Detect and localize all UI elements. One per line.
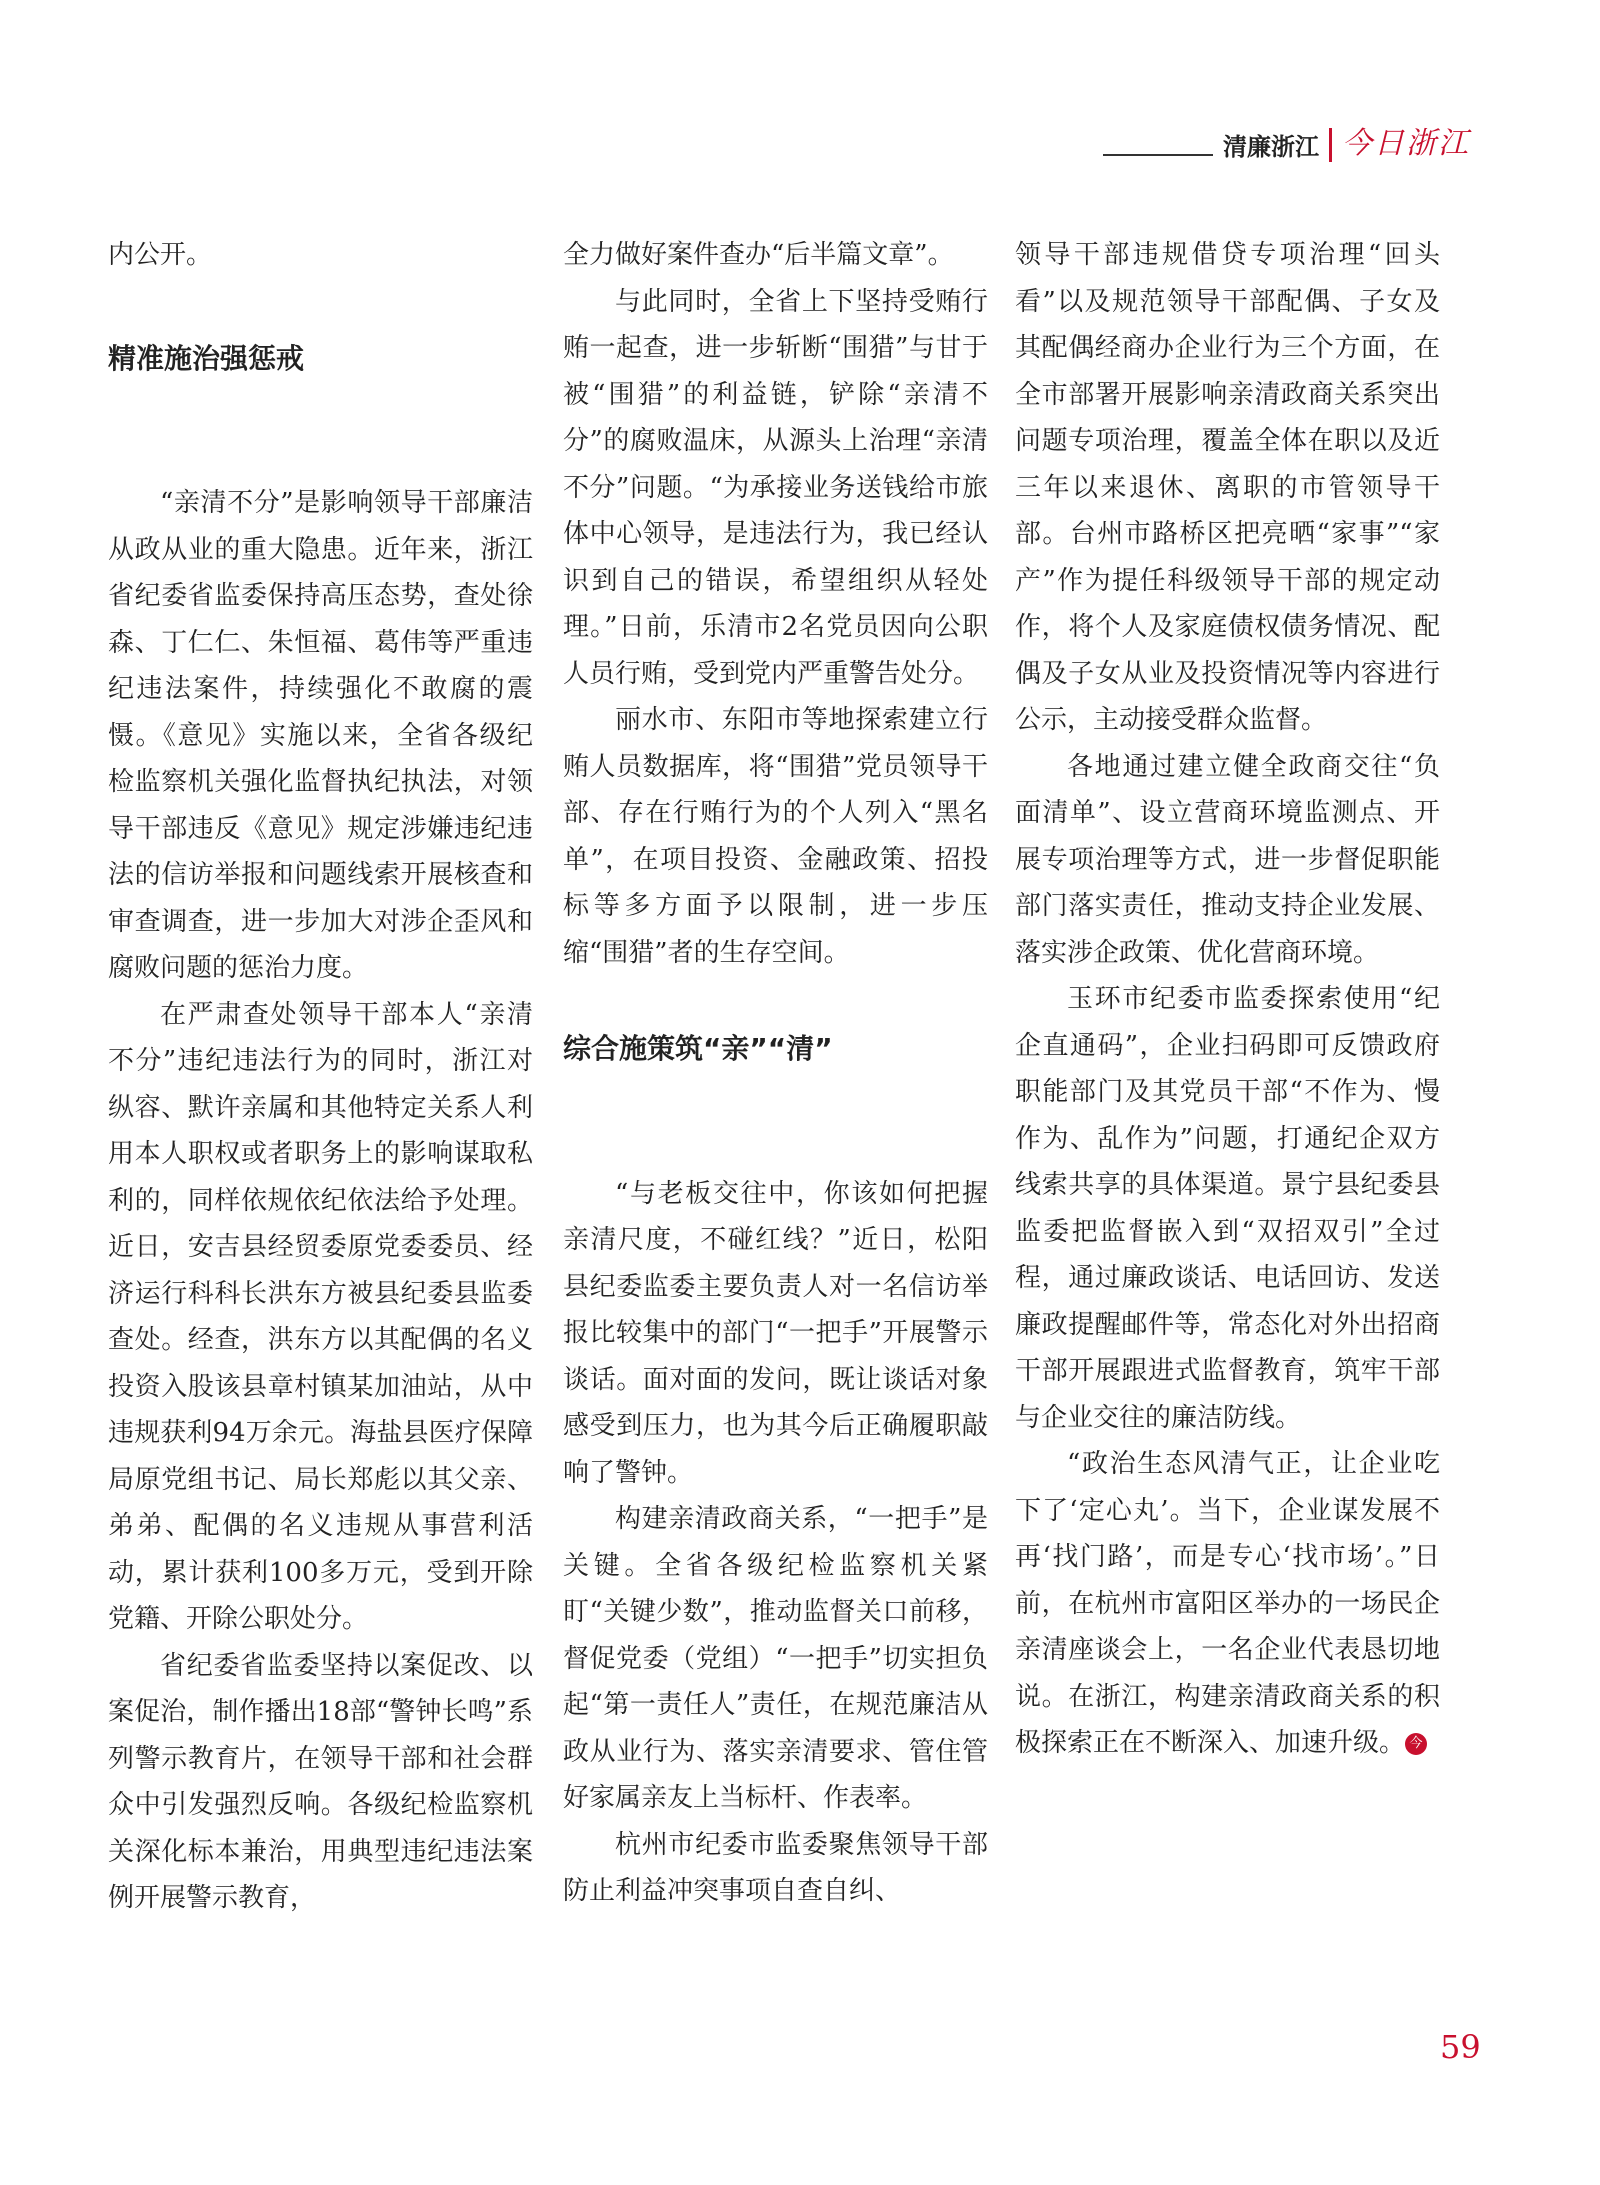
paragraph: 内公开。 bbox=[108, 240, 213, 270]
column-3 bbox=[1015, 232, 1440, 1767]
section-heading: 综合施策筑“亲”“清” bbox=[563, 1032, 833, 1065]
paragraph: 玉环市纪委市监委探索使用“纪企直通码”，企业扫码即可反馈政府职能部门及其党员干部“不作为、慢作为、乱作为”问题，打通纪企双方线索共享的具体渠道。景宁县纪委县监委把监督嵌入到“双招双引”全过程，通过廉政谈话、电话回访、发送廉政提醒邮件等，常态化对外出招商干部开展跟进式监督教育，筑牢干部与企业交往的廉洁防线。 bbox=[1015, 984, 1440, 1433]
page-header bbox=[1103, 118, 1470, 162]
column-1 bbox=[108, 232, 533, 1922]
paragraph: 与此同时，全省上下坚持受贿行贿一起查，进一步斩断“围猎”与甘于被“围猎”的利益链，铲除“亲清不分”的腐败温床，从源头上治理“亲清不分”问题。“为承接业务送钱给市旅体中心领导，是违法行为，我已经认识到自己的错误，希望组织从轻处理。”日前，乐清市2名党员因向公职人员行贿，受到党内严重警告处分。 bbox=[563, 286, 988, 689]
page-number: 59 bbox=[1440, 2028, 1481, 2066]
paragraph: 领导干部违规借贷专项治理“回头看”以及规范领导干部配偶、子女及其配偶经商办企业行为三个方面，在全市部署开展影响亲清政商关系突出问题专项治理，覆盖全体在职以及近三年以来退休、离职的市管领导干部。台州市路桥区把亮晒“家事”“家产”作为提任科级领导干部的规定动作，将个人及家庭债权债务情况、配偶及子女从业及投资情况等内容进行公示，主动接受群众监督。 bbox=[1015, 240, 1440, 735]
paragraph: 全力做好案件查办“后半篇文章”。 bbox=[563, 240, 954, 270]
paragraph: “亲清不分”是影响领导干部廉洁从政从业的重大隐患。近年来，浙江省纪委省监委保持高压态势，查处徐森、丁仁仁、朱恒福、葛伟等严重违纪违法案件，持续强化不敢腐的震慑。《意见》实施以来，全省各级纪检监察机关强化监督执纪执法，对领导干部违反《意见》规定涉嫌违纪违法的信访举报和问题线索开展核查和审查调查，进一步加大对涉企歪风和腐败问题的惩治力度。 bbox=[108, 488, 533, 983]
end-mark-icon: 今 bbox=[1405, 1733, 1427, 1755]
paragraph: 丽水市、东阳市等地探索建立行贿人员数据库，将“围猎”党员领导干部、存在行贿行为的个人列入“黑名单”，在项目投资、金融政策、招投标等多方面予以限制，进一步压缩“围猎”者的生存空间。 bbox=[563, 705, 988, 968]
paragraph: 省纪委省监委坚持以案促改、以案促治，制作播出18部“警钟长鸣”系列警示教育片，在领导干部和社会群众中引发强烈反响。各级纪检监察机关深化标本兼治，用典型违纪违法案例开展警示教育， bbox=[108, 1650, 533, 1913]
paragraph-text: “政治生态风清气正，让企业吃下了‘定心丸’。当下，企业谋发展不再‘找门路’，而是专心‘找市场’。”日前，在杭州市富阳区举办的一场民企亲清座谈会上，一名企业代表恳切地说。在浙江，构建亲清政商关系的积极探索正在不断深入、加速升级。 bbox=[1015, 1449, 1440, 1758]
paragraph: 在严肃查处领导干部本人“亲清不分”违纪违法行为的同时，浙江对纵容、默许亲属和其他特定关系人利用本人职权或者职务上的影响谋取私利的，同样依规依纪依法给予处理。近日，安吉县经贸委原党委委员、经济运行科科长洪东方被县纪委县监委查处。经查，洪东方以其配偶的名义投资入股该县章村镇某加油站，从中违规获利94万余元。海盐县医疗保障局原党组书记、局长郑彪以其父亲、弟弟、配偶的名义违规从事营利活动，累计获利100多万元，受到开除党籍、开除公职处分。 bbox=[108, 999, 533, 1634]
paragraph: 杭州市纪委市监委聚焦领导干部防止利益冲突事项自查自纠、 bbox=[563, 1829, 988, 1906]
paragraph bbox=[1015, 1441, 1440, 1767]
paragraph: “与老板交往中，你该如何把握亲清尺度，不碰红线？”近日，松阳县纪委监委主要负责人对一名信访举报比较集中的部门“一把手”开展警示谈话。面对面的发问，既让谈话对象感受到压力，也为其今后正确履职敲响了警钟。 bbox=[563, 1178, 988, 1488]
column-2 bbox=[563, 232, 988, 1915]
section-name: 清廉浙江 bbox=[1223, 133, 1319, 161]
section-heading: 精准施治强惩戒 bbox=[108, 341, 305, 375]
header-rule bbox=[1103, 154, 1213, 156]
paragraph: 构建亲清政商关系，“一把手”是关键。全省各级纪检监察机关紧盯“关键少数”，推动监督关口前移，督促党委（党组）“一把手”切实担负起“第一责任人”责任，在规范廉洁从政从业行为、落实亲清要求、管住管好家属亲友上当标杆、作表率。 bbox=[563, 1504, 988, 1813]
magazine-logo: 今日浙江 bbox=[1342, 126, 1470, 161]
header-separator bbox=[1329, 128, 1332, 162]
paragraph: 各地通过建立健全政商交往“负面清单”、设立营商环境监测点、开展专项治理等方式，进一步督促职能部门落实责任，推动支持企业发展、落实涉企政策、优化营商环境。 bbox=[1015, 751, 1440, 968]
